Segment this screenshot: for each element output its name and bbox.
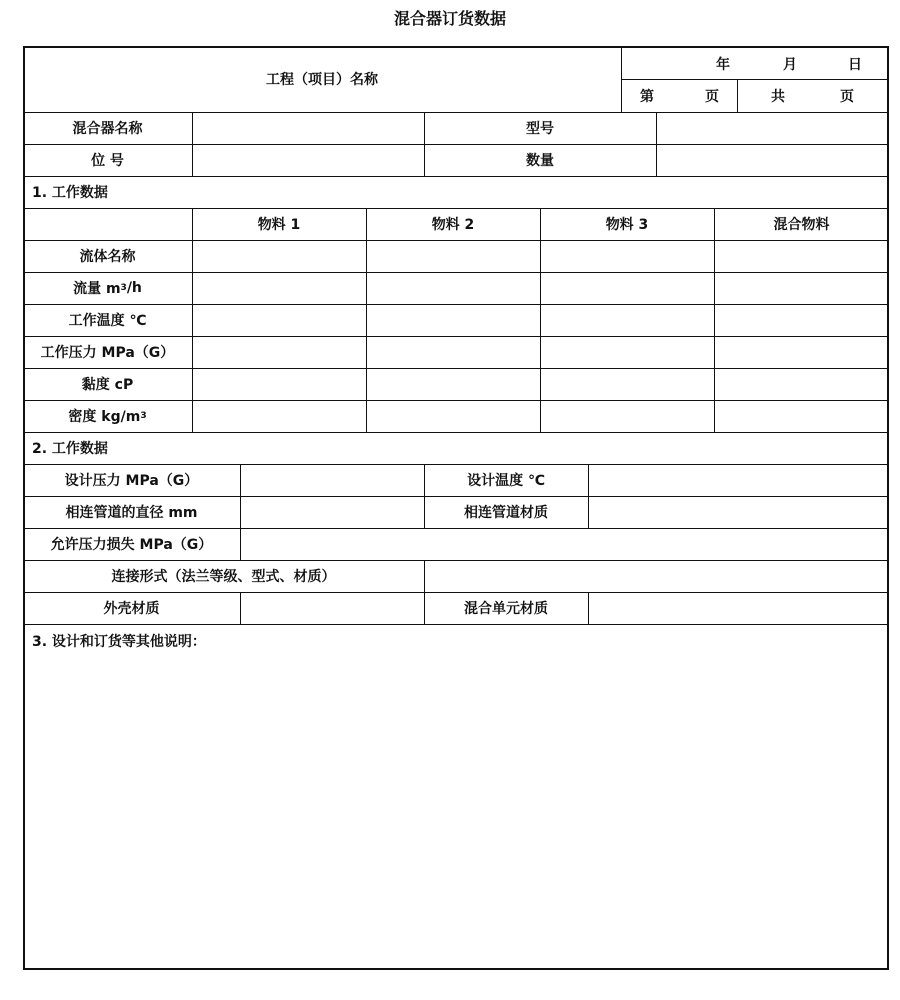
design-temp-label: 设计温度 ℃ — [467, 473, 545, 489]
pipe-diameter-label: 相连管道的直径 mm — [65, 505, 198, 521]
row-label-flow-rate: 流量 m 3 /h — [73, 280, 142, 297]
s1-col-4 — [714, 208, 715, 432]
section1-heading: 1. 工作数据 — [32, 185, 108, 201]
row-label-operating-temp: 工作温度 ℃ — [68, 313, 147, 329]
s1-col-2 — [366, 208, 367, 432]
section2-heading: 2. 工作数据 — [32, 441, 108, 457]
mixer-name-label: 混合器名称 — [72, 121, 143, 137]
s1-col-3 — [540, 208, 541, 432]
project-name-label: 工程（项目）名称 — [266, 72, 378, 88]
s1-col-1 — [192, 208, 193, 432]
header-date-divider — [621, 46, 622, 112]
column-header-material-1: 物料 1 — [257, 217, 301, 233]
mixing-element-material-label: 混合单元材质 — [464, 601, 548, 617]
total-label: 共 — [771, 89, 785, 105]
row-label-viscosity: 黏度 cP — [81, 377, 134, 393]
quantity-label: 数量 — [526, 153, 554, 169]
row-label-density: 密度 kg/m 3 — [68, 409, 147, 425]
row-label-operating-pressure: 工作压力 MPa（G） — [40, 345, 175, 361]
tag-no-label: 位 号 — [91, 153, 124, 169]
form-title: 混合器订货数据 — [393, 9, 506, 28]
identity-col-1 — [192, 112, 193, 176]
year-label: 年 — [716, 56, 730, 73]
model-label: 型号 — [526, 121, 554, 137]
column-header-mixture: 混合物料 — [773, 217, 830, 233]
page-unit-label: 页 — [705, 89, 719, 105]
page-no-label: 第 — [640, 89, 654, 105]
identity-col-3 — [656, 112, 657, 176]
section3-heading: 3. 设计和订货等其他说明： — [32, 634, 206, 650]
total-page-unit-label: 页 — [840, 89, 854, 105]
month-label: 月 — [783, 56, 797, 73]
pipe-material-label: 相连管道材质 — [464, 505, 548, 521]
section2-bottom-rule — [23, 624, 889, 625]
column-header-material-2: 物料 2 — [431, 217, 475, 233]
s2-col-c1 — [240, 592, 241, 624]
s2-col-c3 — [588, 592, 589, 624]
allowable-pressure-loss-label: 允许压力损失 MPa（G） — [50, 537, 213, 553]
column-header-material-3: 物料 3 — [605, 217, 649, 233]
row-label-fluid-name: 流体名称 — [79, 249, 136, 265]
day-label: 日 — [848, 56, 862, 73]
s2-col-a1 — [240, 464, 241, 560]
shell-material-label: 外壳材质 — [103, 601, 160, 617]
page-count-divider — [737, 79, 738, 112]
design-pressure-label: 设计压力 MPa（G） — [64, 473, 199, 489]
s2-col-a3 — [588, 464, 589, 528]
connection-type-label: 连接形式（法兰等级、型式、材质） — [111, 569, 336, 585]
